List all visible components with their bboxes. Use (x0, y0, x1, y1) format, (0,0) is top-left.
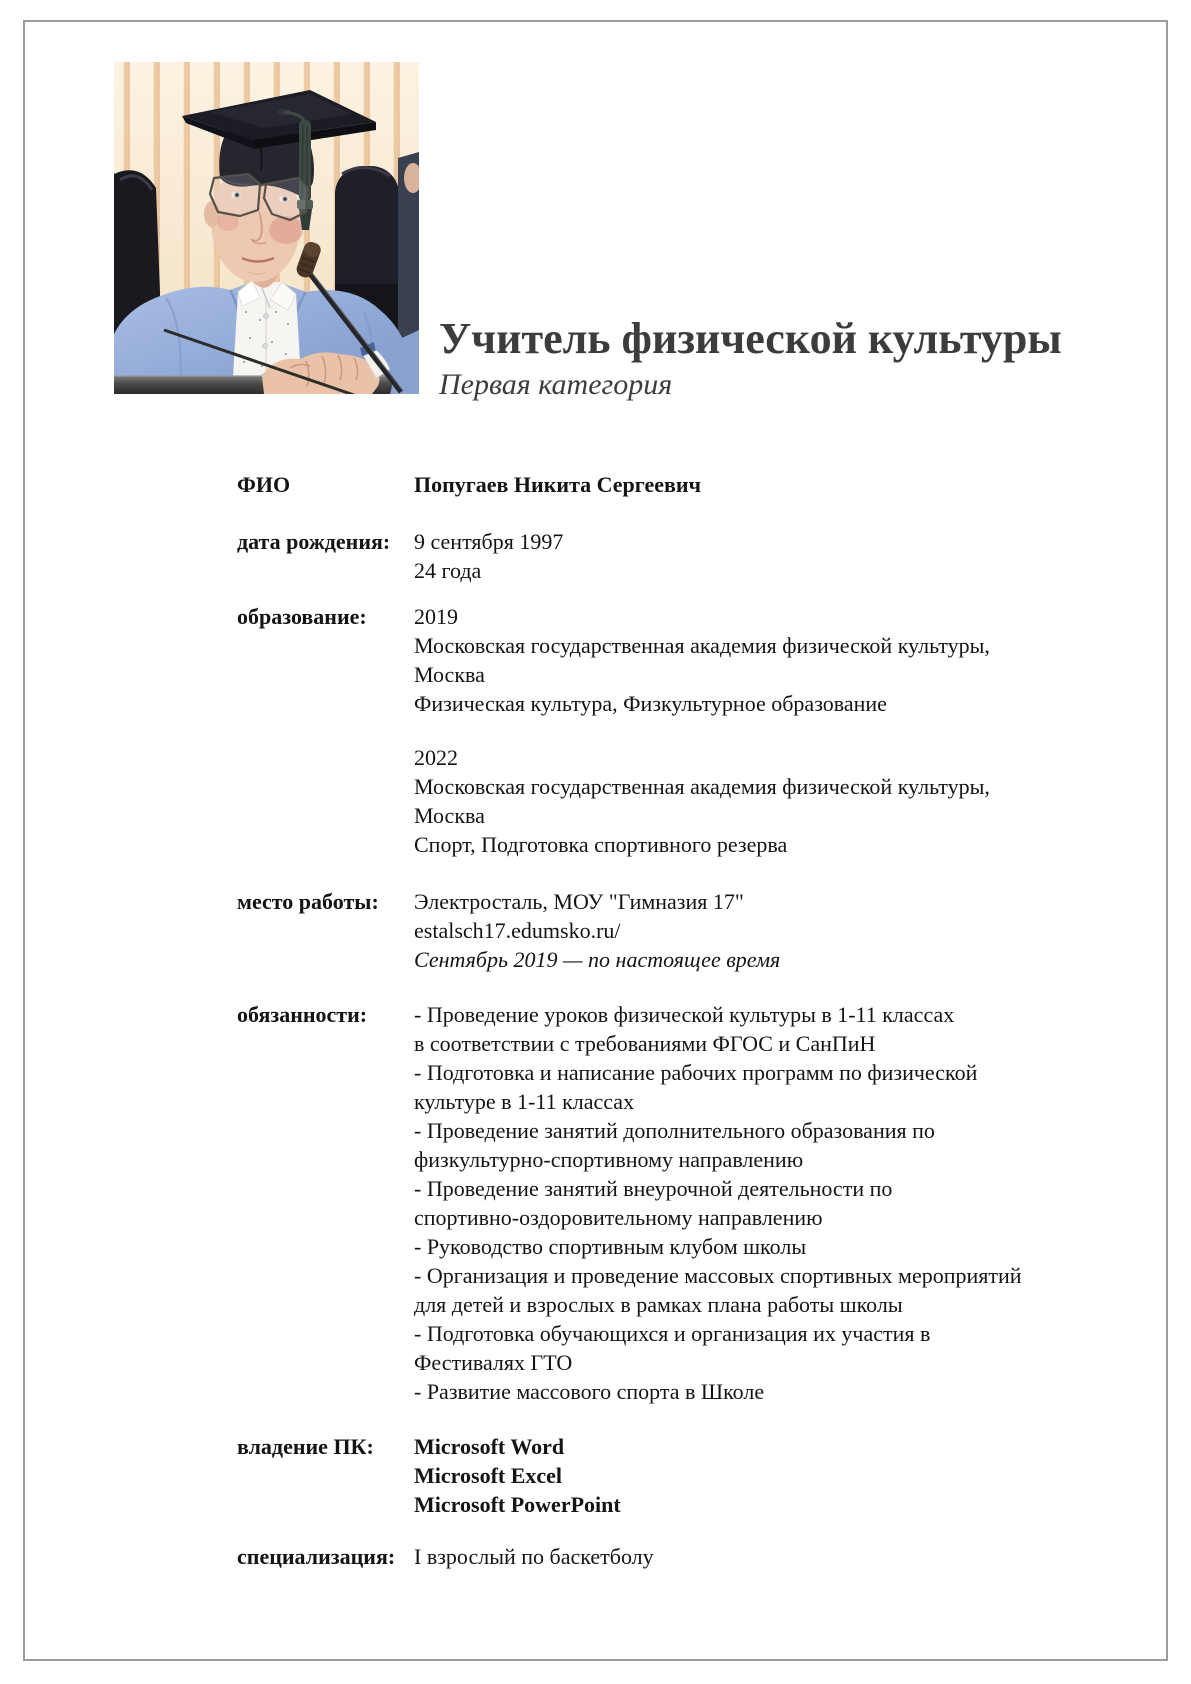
value-line: Физическая культура, Физкультурное образование (414, 691, 887, 716)
field-value-duties (414, 1000, 1142, 1406)
value-line: - Подготовка и написание рабочих программ по физической (414, 1060, 978, 1085)
value-line: для детей и взрослых в рамках плана работы школы (414, 1292, 903, 1317)
field-label-fio: ФИО (237, 472, 291, 497)
value-line: в соответствии с требованиями ФГОС и СанПиН (414, 1031, 876, 1056)
value-line: - Развитие массового спорта в Школе (414, 1379, 765, 1404)
value-line: 9 сентября 1997 (414, 529, 564, 554)
field-row-pc-skills (237, 1432, 1142, 1519)
value-line: Фестивалях ГТО (414, 1350, 573, 1375)
field-label-duties: обязанности: (237, 1002, 368, 1027)
value-line: Электросталь, МОУ "Гимназия 17" (414, 889, 744, 914)
portrait-photo-illustration (114, 62, 419, 394)
field-value-birth-date (414, 527, 1142, 585)
value-line: - Руководство спортивным клубом школы (414, 1234, 807, 1259)
field-value-workplace (414, 887, 1142, 974)
field-label-pc-skills: владение ПК: (237, 1434, 374, 1459)
value-line: 2019 (414, 604, 458, 629)
value-line: Microsoft Excel (414, 1463, 563, 1488)
field-label-education: образование: (237, 604, 367, 629)
page-subtitle: Первая категория (439, 368, 673, 401)
field-label-workplace: место работы: (237, 889, 379, 914)
resume-page (23, 20, 1168, 1661)
value-line: estalsch17.edumsko.ru/ (414, 918, 621, 943)
field-row-duties (237, 1000, 1142, 1406)
field-label-specialization: специализация: (237, 1544, 396, 1569)
value-line: Попугаев Никита Сергеевич (414, 472, 701, 497)
value-line: - Организация и проведение массовых спортивных мероприятий (414, 1263, 1022, 1288)
value-line: Сентябрь 2019 — по настоящее время (414, 947, 781, 972)
field-label-birth-date: дата рождения: (237, 529, 391, 554)
value-line: - Проведение занятий внеурочной деятельности по (414, 1176, 893, 1201)
field-row-birth-date (237, 527, 1142, 585)
value-line: Microsoft PowerPoint (414, 1492, 621, 1517)
portrait-photo (114, 62, 419, 394)
value-line: Microsoft Word (414, 1434, 565, 1459)
value-line: 2022 (414, 745, 458, 770)
value-line: Московская государственная академия физической культуры, (414, 633, 990, 658)
field-value-specialization (414, 1542, 1142, 1571)
field-row-fio (237, 470, 1142, 499)
value-line: Спорт, Подготовка спортивного резерва (414, 832, 788, 857)
value-line: физкультурно-спортивному направлению (414, 1147, 804, 1172)
page-title: Учитель физической культуры (439, 314, 1062, 363)
field-value-fio (414, 470, 1142, 499)
value-line: спортивно-оздоровительному направлению (414, 1205, 823, 1230)
field-row-specialization (237, 1542, 1142, 1571)
value-line: I взрослый по баскетболу (414, 1544, 654, 1569)
value-line: Московская государственная академия физической культуры, (414, 774, 990, 799)
value-line: - Подготовка обучающихся и организация их участия в (414, 1321, 931, 1346)
field-row-workplace (237, 887, 1142, 974)
value-line: культуре в 1-11 классах (414, 1089, 635, 1114)
value-line: - Проведение уроков физической культуры в 1-11 классах (414, 1002, 955, 1027)
fields-table (237, 470, 1142, 1571)
value-line: Москва (414, 803, 485, 828)
field-value-pc-skills (414, 1432, 1142, 1519)
value-line (414, 718, 1142, 743)
title-block (439, 314, 1062, 403)
value-line: - Проведение занятий дополнительного образования по (414, 1118, 935, 1143)
value-line: Москва (414, 662, 485, 687)
field-row-education (237, 602, 1142, 859)
field-value-education (414, 602, 1142, 859)
value-line: 24 года (414, 558, 482, 583)
